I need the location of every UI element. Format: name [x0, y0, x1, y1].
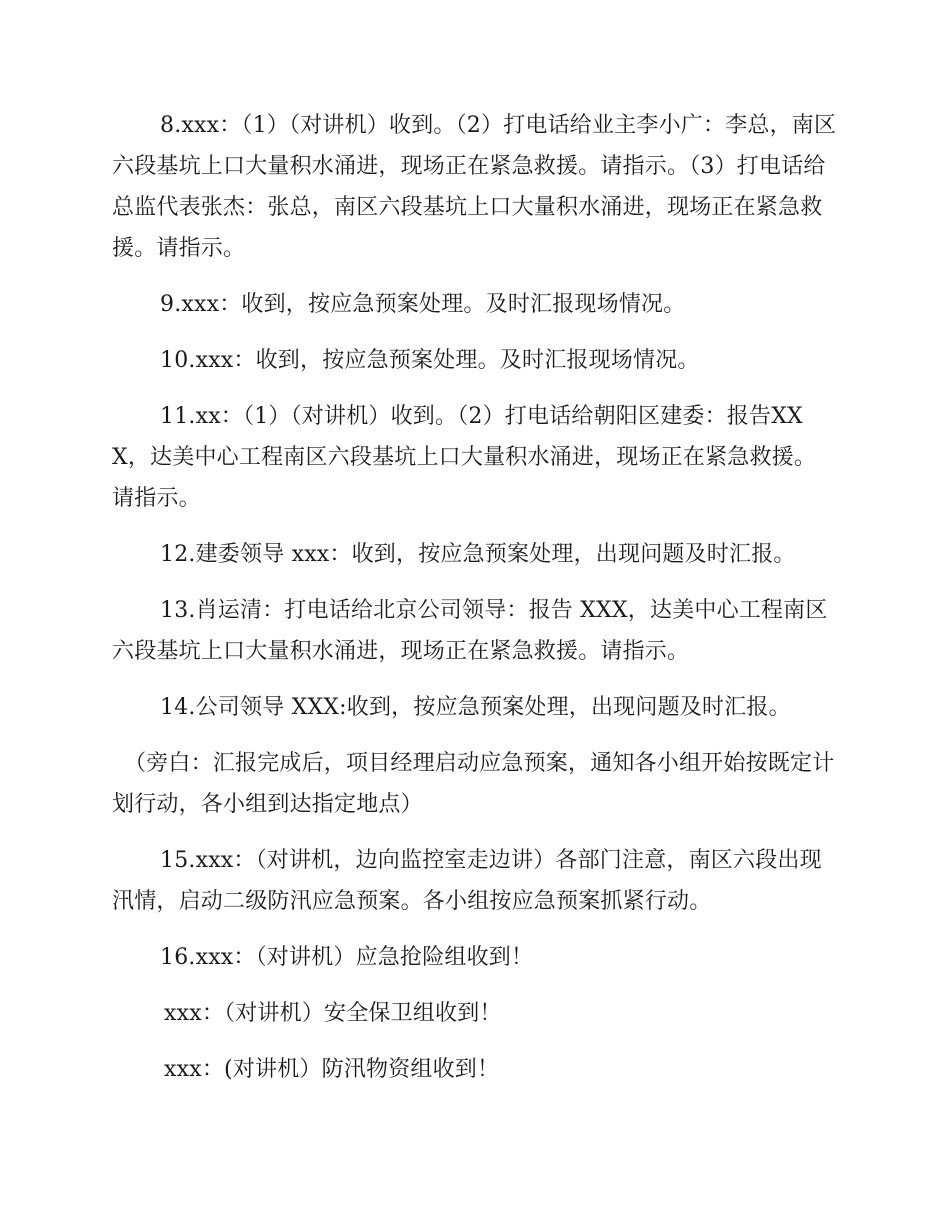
paragraph-8: 8.xxx：（1）（对讲机）收到。（2）打电话给业主李小广：李总，南区六段基坑上口大量积水涌进，现场正在紧急救援。请指示。（3）打电话给总监代表张杰：张总，南区六段基坑上口大量积水涌进，现场正在紧急救援。请指示。	[112, 113, 837, 261]
paragraph-14: 14.公司领导 XXX:收到，按应急预案处理，出现问题及时汇报。	[160, 695, 791, 720]
paragraph-12: 12.建委领导 xxx：收到，按应急预案处理，出现问题及时汇报。	[160, 542, 796, 567]
paragraph-9: 9.xxx：收到，按应急预案处理。及时汇报现场情况。	[160, 292, 686, 317]
paragraph-11: 11.xx：（1）（对讲机）收到。（2）打电话给朝阳区建委：报告XXX，达美中心工程南区六段基坑上口大量积水涌进，现场正在紧急救援。请指示。	[112, 404, 817, 511]
document-body	[112, 105, 838, 1105]
paragraph-10: 10.xxx：收到，按应急预案处理。及时汇报现场情况。	[160, 348, 700, 373]
paragraph-15: 15.xxx：（对讲机，边向监控室走边讲）各部门注意，南区六段出现汛情，启动二级防汛应急预案。各小组按应急预案抓紧行动。	[112, 848, 822, 914]
paragraph-13: 13.肖运清：打电话给北京公司领导：报告 XXX，达美中心工程南区六段基坑上口大量积水涌进，现场正在紧急救援。请指示。	[112, 598, 828, 664]
paragraph-security-team: xxx：（对讲机）安全保卫组收到！	[164, 1001, 502, 1026]
paragraph-16: 16.xxx：（对讲机）应急抢险组收到！	[160, 945, 534, 970]
narration-paragraph: （旁白：汇报完成后，项目经理启动应急预案，通知各小组开始按既定计划行动，各小组到达指定地点）	[112, 751, 835, 817]
paragraph-materials-team: xxx：(对讲机）防汛物资组收到！	[164, 1057, 500, 1082]
